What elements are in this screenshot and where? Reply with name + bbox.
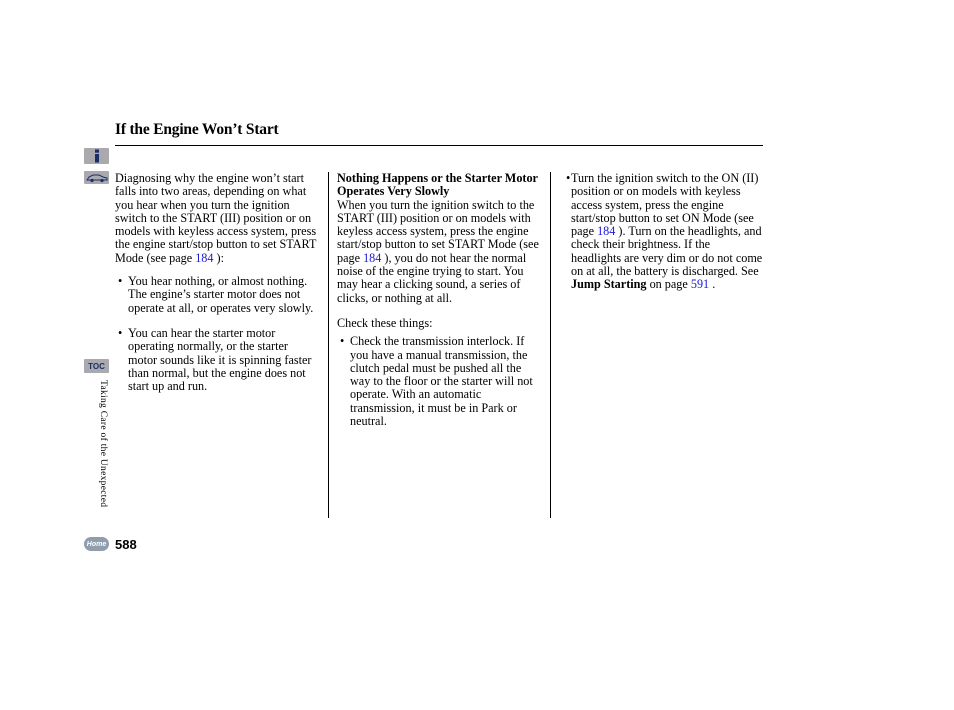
column-1 (115, 172, 320, 393)
page-title: If the Engine Won’t Start (115, 121, 279, 138)
page-number: 588 (115, 537, 137, 552)
page-link[interactable]: 591 (690, 277, 710, 292)
page-link[interactable]: 184 (597, 224, 616, 239)
column-divider-2 (550, 172, 551, 518)
intro-paragraph: Diagnosing why the engine won’t start falls into two areas, depending on what you hear when you turn the ignition switch to the START (III) position or on models with keyless access system, press the engine start/stop button to set START Mode (see page 184 ): (115, 171, 317, 265)
page-link[interactable]: 184 (195, 250, 214, 265)
toc-button[interactable] (84, 359, 109, 373)
info-icon[interactable] (84, 148, 109, 164)
home-label: Home (86, 540, 107, 548)
list-item: • Check the transmission interlock. If you have a manual transmission, the clutch pedal must be pushed all the way to the floor or the starter will not operate. With an automatic transmission, it must be in Park or neutral. (337, 335, 543, 428)
section-label: Taking Care of the Unexpected (98, 380, 108, 508)
column-2 (337, 172, 543, 428)
home-button[interactable] (84, 537, 109, 551)
page-link[interactable]: 184 (363, 250, 382, 265)
list-item: • You hear nothing, or almost nothing. The engine’s starter motor does not operate at all, or operates very slowly. (115, 275, 320, 315)
list-item: • You can hear the starter motor operating normally, or the starter motor sounds like it is spinning faster than normal, but the engine does not start up and run. (115, 327, 320, 393)
body-paragraph: When you turn the ignition switch to the START (III) position or on models with keyless access system, press the engine start/stop button to set START Mode (see page 184 ), you do not hear the normal noise of the engine trying to start. You may hear a clicking sound, a series of clicks, or nothing at all. (337, 197, 539, 305)
jump-starting-ref: Jump Starting (571, 277, 647, 292)
car-icon[interactable] (84, 171, 109, 184)
column-3 (571, 172, 763, 292)
toc-label: TOC (88, 361, 105, 371)
column-divider-1 (328, 172, 329, 518)
section-heading: Nothing Happens or the Starter Motor Operates Very Slowly (337, 171, 538, 199)
check-label: Check these things: (337, 315, 433, 330)
title-divider (115, 145, 763, 146)
list-item: • Turn the ignition switch to the ON (II) position or on models with keyless access system, press the engine start/stop button to set ON Mode (see page 184 ). Turn on the headlights, and check their brightness. If the headlights are very dim or do not come on at all, the battery is discharged. See Jump Starting on page 591 . (563, 172, 763, 292)
